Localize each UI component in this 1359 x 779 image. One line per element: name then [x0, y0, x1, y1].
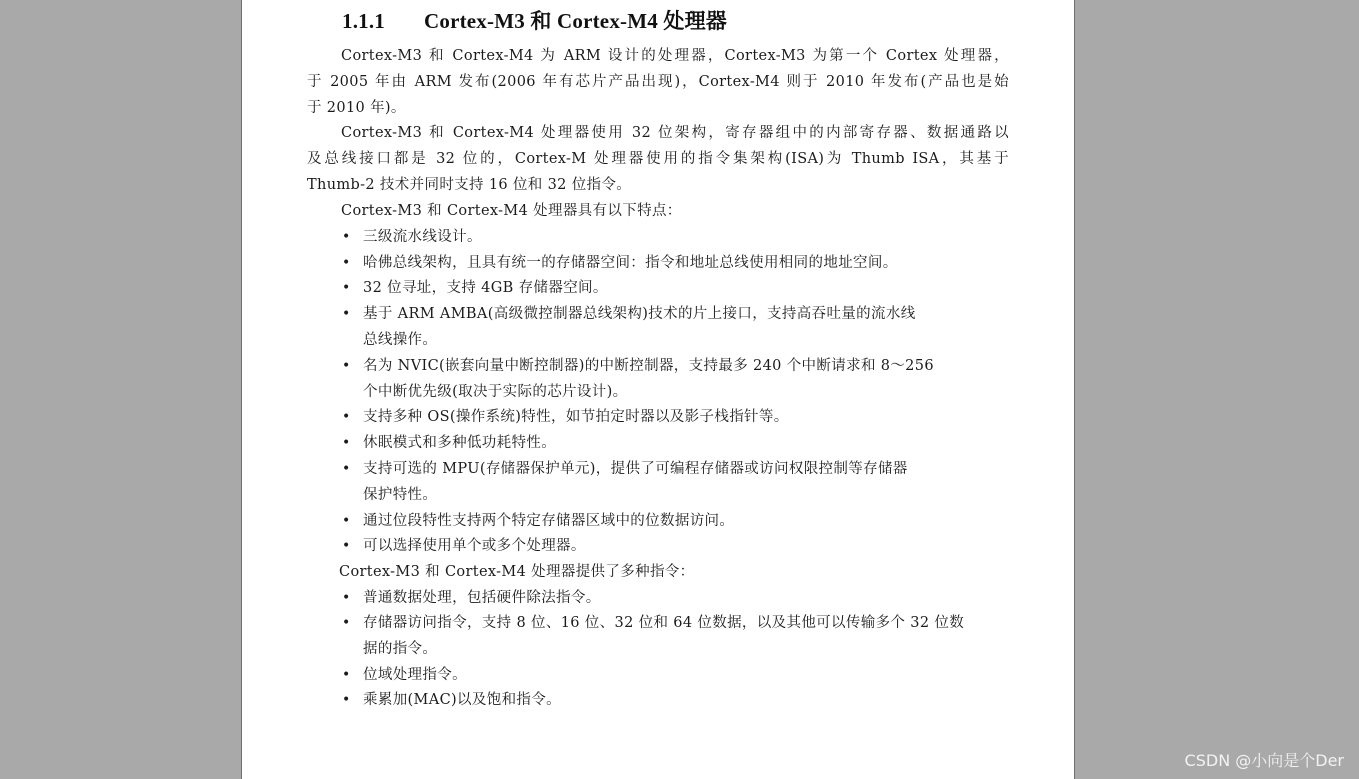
bullet-icon: • — [342, 615, 351, 631]
bullet-icon: • — [342, 280, 351, 296]
section-title: Cortex-M3 和 Cortex-M4 处理器 — [424, 9, 727, 33]
document-page — [241, 0, 1075, 779]
bullet-icon: • — [342, 358, 351, 374]
instruction-list-item: • 乘累加(MAC)以及饱和指令。 — [342, 692, 561, 708]
features-intro: Cortex-M3 和 Cortex-M4 处理器具有以下特点： — [341, 203, 682, 219]
instruction-list-item: • 位域处理指令。 — [342, 667, 467, 683]
bullet-icon: • — [342, 667, 351, 683]
paragraph-line: 于 2010 年)。 — [307, 100, 406, 116]
feature-list-item: • 哈佛总线架构，且具有统一的存储器空间：指令和地址总线使用相同的地址空间。 — [342, 255, 898, 271]
paragraph-line: 于 2005 年由 ARM 发布(2006 年有芯片产品出现)，Cortex-M4 则于 2010 年发布(产品也是始 — [307, 74, 1009, 90]
feature-list-item: • 三级流水线设计。 — [342, 229, 482, 245]
feature-list-item: • 基于 ARM AMBA(高级微控制器总线架构)技术的片上接口，支持高吞吐量的流水线 — [342, 306, 916, 322]
feature-list-item-continuation: 个中断优先级(取决于实际的芯片设计)。 — [363, 384, 628, 400]
instruction-list-item: • 存储器访问指令，支持 8 位、16 位、32 位和 64 位数据，以及其他可以传输多个 32 位数 — [342, 615, 965, 631]
bullet-icon: • — [342, 590, 351, 606]
instruction-list-item-continuation: 据的指令。 — [363, 641, 438, 657]
feature-list-item-continuation: 总线操作。 — [363, 332, 438, 348]
instructions-intro: Cortex-M3 和 Cortex-M4 处理器提供了多种指令： — [339, 564, 695, 580]
feature-list-item: • 休眠模式和多种低功耗特性。 — [342, 435, 557, 451]
bullet-icon: • — [342, 461, 351, 477]
section-number: 1.1.1 — [342, 9, 385, 33]
bullet-icon: • — [342, 306, 351, 322]
csdn-watermark: CSDN @小向是个Der — [1184, 751, 1344, 770]
feature-list-item: • 支持可选的 MPU(存储器保护单元)，提供了可编程存储器或访问权限控制等存储器 — [342, 461, 908, 477]
instruction-list-item: • 普通数据处理，包括硬件除法指令。 — [342, 590, 601, 606]
section-heading — [342, 5, 727, 35]
feature-list-item: • 名为 NVIC(嵌套向量中断控制器)的中断控制器，支持最多 240 个中断请求和 8～256 — [342, 358, 934, 374]
bullet-icon: • — [342, 255, 351, 271]
paragraph-line: Thumb-2 技术并同时支持 16 位和 32 位指令。 — [307, 177, 632, 193]
feature-list-item: • 可以选择使用单个或多个处理器。 — [342, 538, 586, 554]
feature-list-item: • 支持多种 OS(操作系统)特性，如节拍定时器以及影子栈指针等。 — [342, 409, 789, 425]
paragraph-line: Cortex-M3 和 Cortex-M4 处理器使用 32 位架构，寄存器组中的内部寄存器、数据通路以 — [341, 125, 1009, 141]
paragraph-line: Cortex-M3 和 Cortex-M4 为 ARM 设计的处理器，Cortex-M3 为第一个 Cortex 处理器， — [341, 48, 1009, 64]
bullet-icon: • — [342, 692, 351, 708]
feature-list-item: • 通过位段特性支持两个特定存储器区域中的位数据访问。 — [342, 513, 735, 529]
bullet-icon: • — [342, 513, 351, 529]
bullet-icon: • — [342, 435, 351, 451]
feature-list-item-continuation: 保护特性。 — [363, 487, 438, 503]
paragraph-line: 及总线接口都是 32 位的，Cortex-M 处理器使用的指令集架构(ISA)为 Thumb ISA，其基于 — [307, 151, 1009, 167]
bullet-icon: • — [342, 538, 351, 554]
feature-list-item: • 32 位寻址，支持 4GB 存储器空间。 — [342, 280, 608, 296]
bullet-icon: • — [342, 409, 351, 425]
bullet-icon: • — [342, 229, 351, 245]
